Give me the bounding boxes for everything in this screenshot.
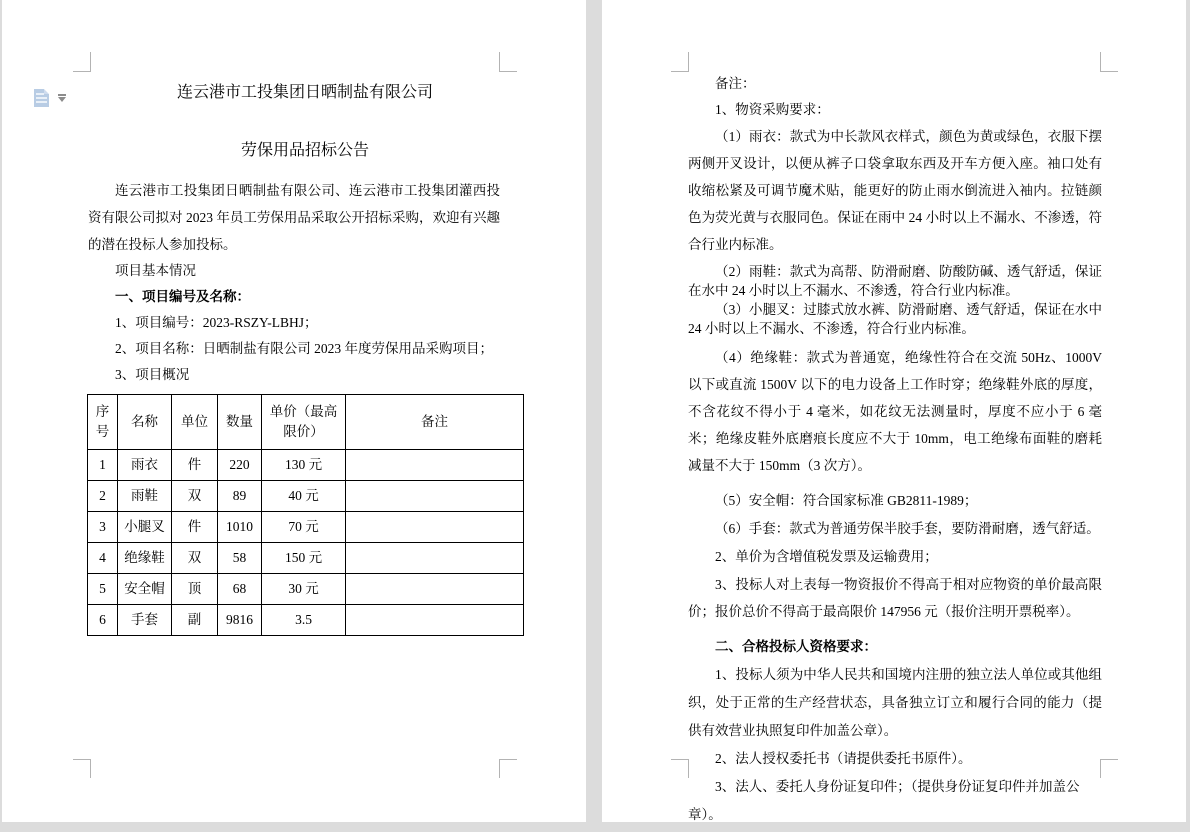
table-cell: 3 xyxy=(88,512,118,543)
page-1-content xyxy=(88,71,500,636)
table-cell: 1010 xyxy=(218,512,262,543)
table-cell: 2 xyxy=(88,481,118,512)
document-page-1 xyxy=(2,0,586,822)
table-header-cell: 单位 xyxy=(172,395,218,450)
dropdown-arrow-icon xyxy=(58,94,66,96)
table-cell: 小腿叉 xyxy=(118,512,172,543)
table-cell: 顶 xyxy=(172,574,218,605)
table-cell: 68 xyxy=(218,574,262,605)
table-header-cell: 数量 xyxy=(218,395,262,450)
table-cell: 雨衣 xyxy=(118,450,172,481)
table-cell: 手套 xyxy=(118,605,172,636)
table-cell xyxy=(346,481,524,512)
table-cell: 40 元 xyxy=(262,481,346,512)
table-cell: 5 xyxy=(88,574,118,605)
table-cell: 130 元 xyxy=(262,450,346,481)
table-cell: 件 xyxy=(172,512,218,543)
notes-heading: 备注： xyxy=(715,76,756,91)
items-table xyxy=(87,394,524,636)
table-cell xyxy=(346,605,524,636)
table-header-row xyxy=(88,395,524,450)
table-cell: 绝缘鞋 xyxy=(118,543,172,574)
table-cell xyxy=(346,512,524,543)
table-cell: 件 xyxy=(172,450,218,481)
table-cell: 150 元 xyxy=(262,543,346,574)
table-cell: 89 xyxy=(218,481,262,512)
table-cell: 双 xyxy=(172,481,218,512)
margin-crop-mark xyxy=(499,759,517,778)
table-cell: 9816 xyxy=(218,605,262,636)
table-cell xyxy=(346,450,524,481)
table-cell: 3.5 xyxy=(262,605,346,636)
qualification-item-2: 2、法人授权委托书（请提供委托书原件）。 xyxy=(715,751,972,766)
requirement-item-insulated-shoes: （4）绝缘鞋：款式为普通宽，绝缘性符合在交流 50Hz、1000V 以下或直流 1500V 以下的电力设备上工作时穿；绝缘鞋外底的厚度，不含花纹不得小于 4 毫米，如花纹无法测量时，厚度不应小于 6 毫米；绝缘皮鞋外底磨痕长度应不大于 10mm，电工绝缘布面鞋的磨耗减量不大于 150mm（3 次方）。 xyxy=(688,350,1102,473)
margin-crop-mark xyxy=(1100,52,1118,72)
table-cell xyxy=(346,574,524,605)
requirements-heading: 1、物资采购要求： xyxy=(715,102,830,117)
dropdown-arrow-icon[interactable] xyxy=(58,97,66,102)
table-cell: 220 xyxy=(218,450,262,481)
table-row xyxy=(88,543,524,574)
table-row xyxy=(88,481,524,512)
note-price-includes-tax: 2、单价为含增值税发票及运输费用； xyxy=(715,549,938,564)
table-header-cell: 单价（最高限价） xyxy=(262,395,346,450)
table-header-cell: 序号 xyxy=(88,395,118,450)
requirement-item-rainboots: （2）雨鞋：款式为高帮、防滑耐磨、防酸防碱、透气舒适，保证在水中 24 小时以上不漏水、不渗透，符合行业内标准。 xyxy=(688,264,1102,298)
project-name: 2、项目名称：日晒制盐有限公司 2023 年度劳保用品采购项目； xyxy=(115,341,493,356)
table-row xyxy=(88,605,524,636)
basic-info-label: 项目基本情况 xyxy=(115,263,196,278)
qualification-item-1: 1、投标人须为中华人民共和国境内注册的独立法人单位或其他组织，处于正常的生产经营状态，具备独立订立和履行合同的能力（提供有效营业执照复印件加盖公章）。 xyxy=(688,667,1102,738)
overview-label: 3、项目概况 xyxy=(115,367,190,382)
table-cell: 30 元 xyxy=(262,574,346,605)
margin-crop-mark xyxy=(73,759,91,778)
table-cell: 副 xyxy=(172,605,218,636)
table-cell: 58 xyxy=(218,543,262,574)
note-price-limit: 3、投标人对上表每一物资报价不得高于相对应物资的单价最高限价；报价总价不得高于最高限价 147956 元（报价注明开票税率）。 xyxy=(688,577,1102,619)
qualification-heading: 二、合格投标人资格要求： xyxy=(715,639,877,654)
table-row xyxy=(88,574,524,605)
document-icon xyxy=(34,89,49,107)
table-cell: 安全帽 xyxy=(118,574,172,605)
document-subtitle: 劳保用品招标公告 xyxy=(240,142,369,159)
table-cell: 70 元 xyxy=(262,512,346,543)
table-cell xyxy=(346,543,524,574)
requirement-item-helmet: （5）安全帽：符合国家标准 GB2811-1989； xyxy=(715,493,978,508)
document-page-2 xyxy=(602,0,1186,822)
table-cell: 双 xyxy=(172,543,218,574)
document-title: 连云港市工投集团日晒制盐有限公司 xyxy=(176,84,433,101)
margin-crop-mark xyxy=(671,52,689,72)
project-number: 1、项目编号：2023-RSZY-LBHJ； xyxy=(115,315,318,330)
table-row xyxy=(88,450,524,481)
requirement-item-waders: （3）小腿叉：过膝式放水裤、防滑耐磨、透气舒适，保证在水中 24 小时以上不漏水、不渗透，符合行业内标准。 xyxy=(688,302,1102,336)
requirement-item-gloves: （6）手套：款式为普通劳保半胶手套，要防滑耐磨，透气舒适。 xyxy=(715,521,1100,536)
table-cell: 6 xyxy=(88,605,118,636)
section1-heading: 一、项目编号及名称： xyxy=(115,289,250,304)
table-header-cell: 名称 xyxy=(118,395,172,450)
document-options-button[interactable] xyxy=(34,89,68,109)
page-2-content xyxy=(688,71,1102,829)
margin-crop-mark xyxy=(1100,759,1118,778)
margin-crop-mark xyxy=(499,52,517,72)
qualification-item-3: 3、法人、委托人身份证复印件；（提供身份证复印件并加盖公章）。 xyxy=(688,779,1080,822)
table-row xyxy=(88,512,524,543)
table-header-cell: 备注 xyxy=(346,395,524,450)
table-cell: 4 xyxy=(88,543,118,574)
table-cell: 雨鞋 xyxy=(118,481,172,512)
intro-paragraph: 连云港市工投集团日晒制盐有限公司、连云港市工投集团灌西投资有限公司拟对 2023 年员工劳保用品采取公开招标采购，欢迎有兴趣的潜在投标人参加投标。 xyxy=(88,183,500,252)
margin-crop-mark xyxy=(671,759,689,778)
margin-crop-mark xyxy=(73,52,91,72)
requirement-item-raincoat: （1）雨衣：款式为中长款风衣样式，颜色为黄或绿色，衣服下摆两侧开叉设计，以便从裤子口袋拿取东西及开车方便入座。袖口处有收缩松紧及可调节魔术贴，能更好的防止雨水倒流进入袖内。拉链颜色为荧光黄与衣服同色。保证在雨中 24 小时以上不漏水、不渗透，符合行业内标准。 xyxy=(688,129,1102,252)
table-cell: 1 xyxy=(88,450,118,481)
